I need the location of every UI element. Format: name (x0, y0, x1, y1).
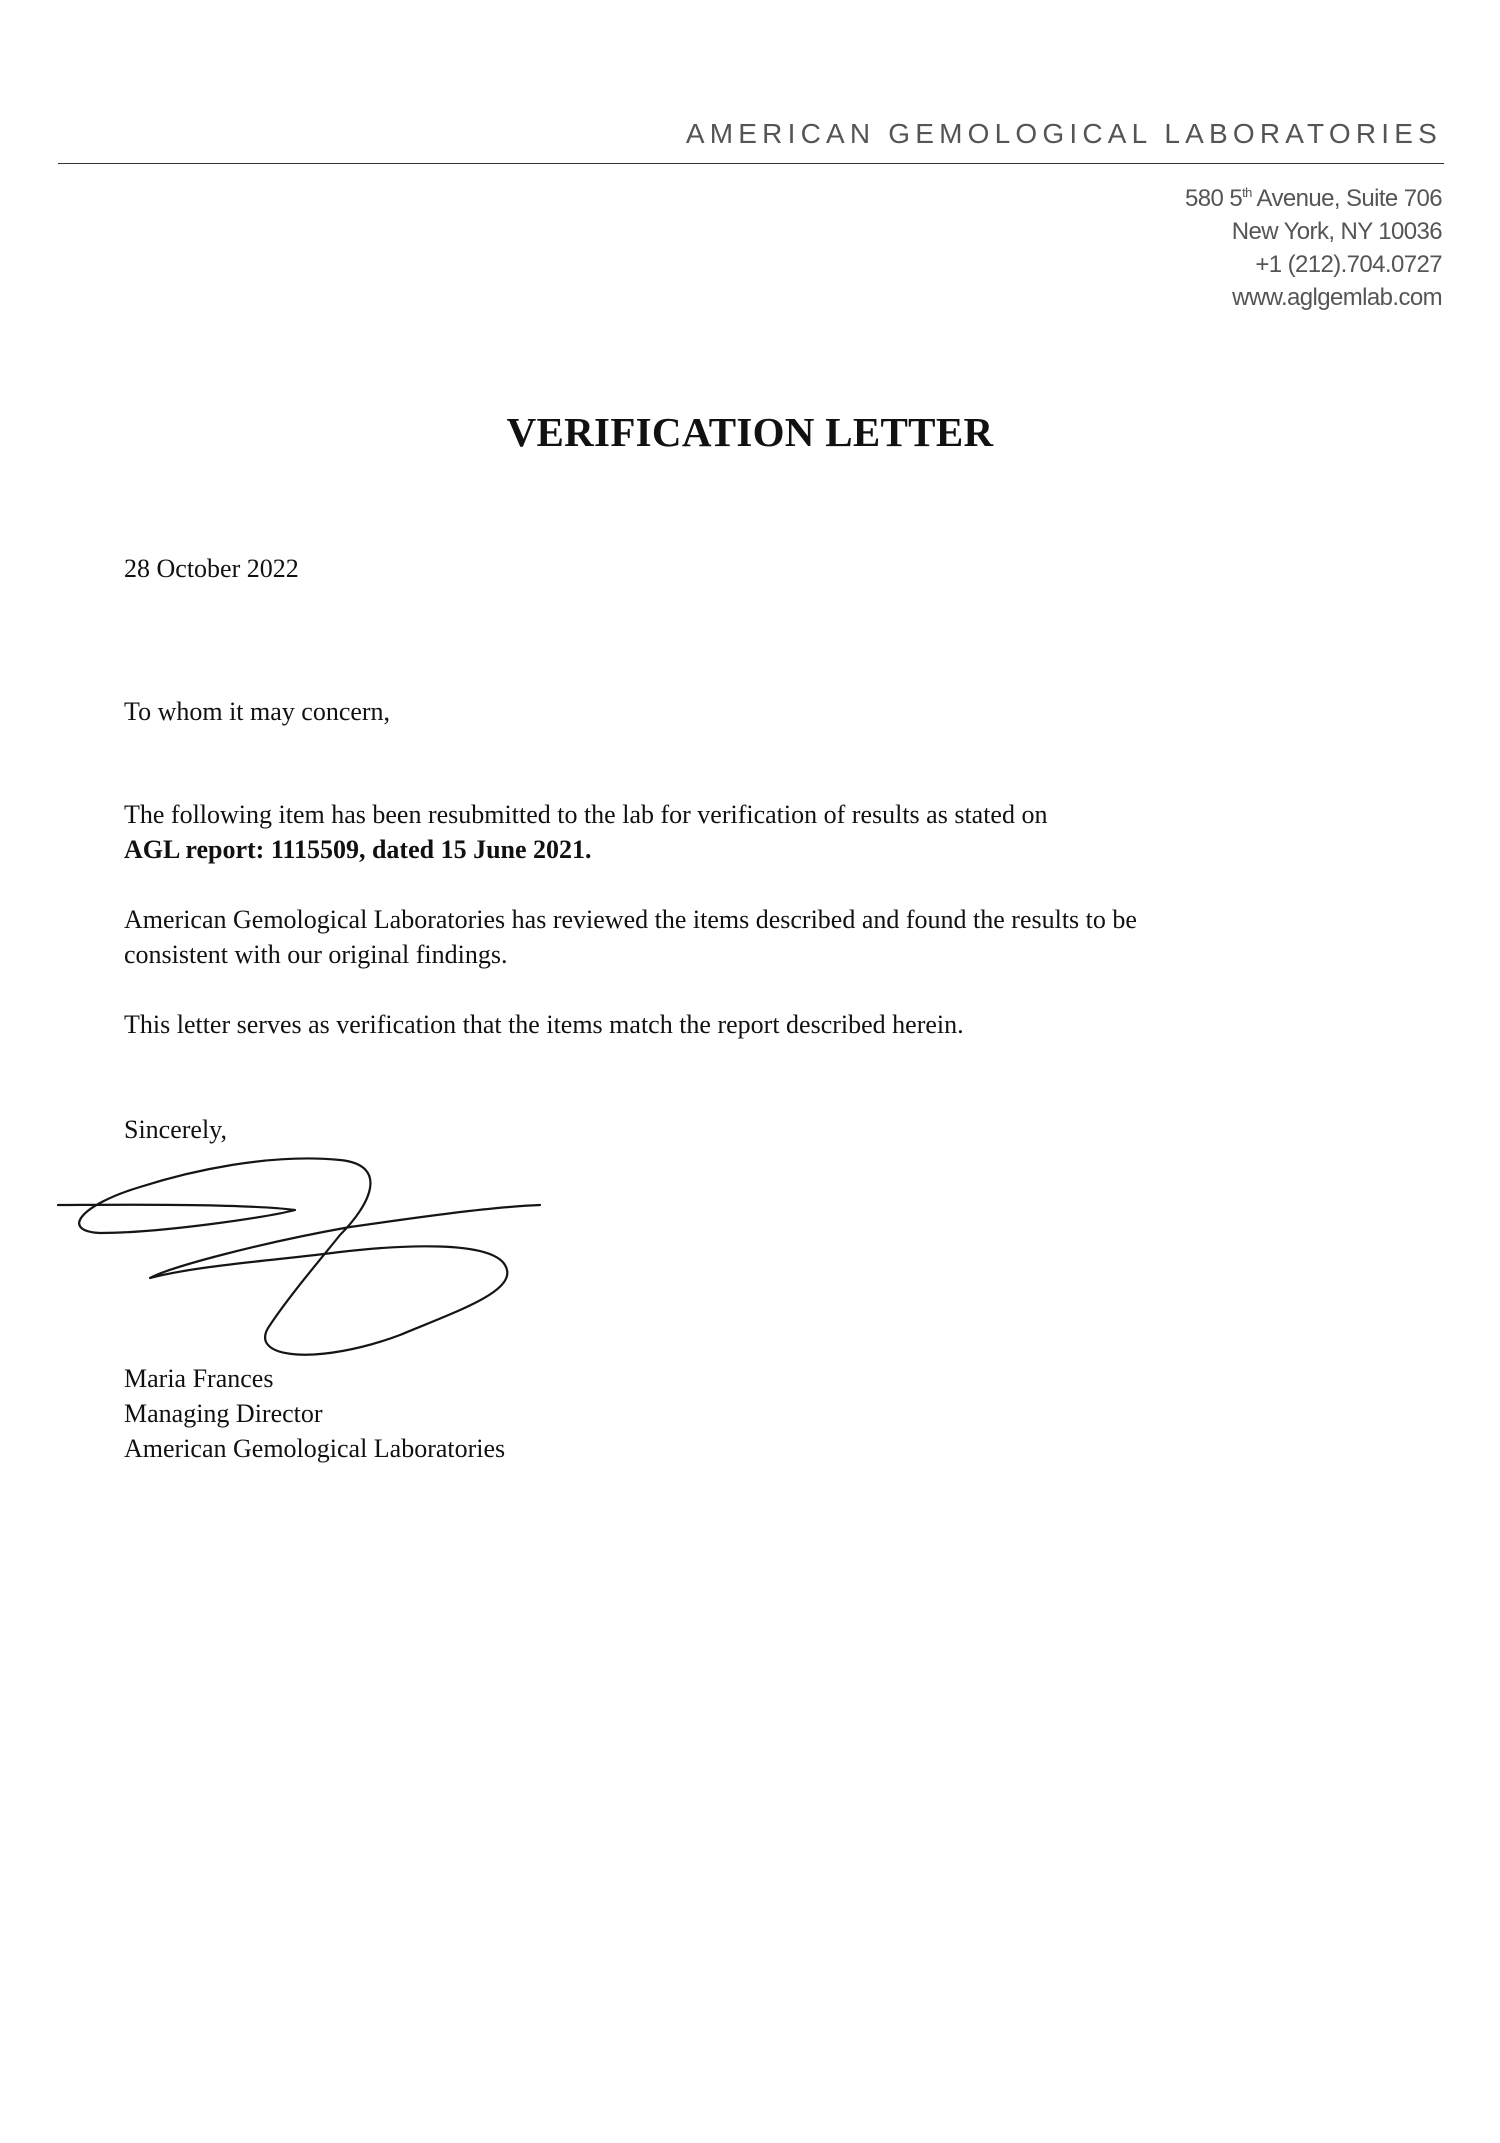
letter-date: 28 October 2022 (124, 554, 299, 583)
letterhead-divider (58, 163, 1444, 164)
paragraph-2 (124, 902, 1137, 972)
letterhead-organization: AMERICAN GEMOLOGICAL LABORATORIES (685, 118, 1442, 149)
paragraph-1-line-1: The following item has been resubmitted to the lab for verification of results as stated on (124, 800, 1048, 829)
signature-stroke (58, 1158, 540, 1354)
handwritten-signature (40, 1125, 560, 1365)
address-phone: +1 (212).704.0727 (1255, 251, 1442, 278)
signatory-position: Managing Director (124, 1399, 323, 1428)
address-city: New York, NY 10036 (1231, 218, 1442, 245)
signatory-organization: American Gemological Laboratories (124, 1434, 506, 1463)
address-street (1185, 176, 1442, 215)
report-reference: AGL report: 1115509, dated 15 June 2021. (124, 835, 592, 864)
signatory-name: Maria Frances (124, 1364, 274, 1393)
paragraph-2-line-2: consistent with our original findings. (124, 940, 508, 969)
address-street-ordinal: th (1242, 185, 1252, 200)
paragraph-2-line-1: American Gemological Laboratories has reviewed the items described and found the results to be (124, 905, 1137, 934)
paragraph-1 (124, 797, 1047, 867)
paragraph-3: This letter serves as verification that the items match the report described herein. (124, 1010, 964, 1039)
address-street-name: Avenue, Suite 706 (1251, 185, 1442, 212)
address-website: www.aglgemlab.com (1232, 284, 1442, 311)
letter-closing: Sincerely, (124, 1115, 227, 1144)
letterhead-address (1185, 176, 1442, 314)
letter-salutation: To whom it may concern, (124, 697, 391, 726)
letter-title: VERIFICATION LETTER (506, 409, 994, 455)
address-street-number: 580 5 (1185, 185, 1243, 212)
signatory-block (124, 1361, 505, 1466)
